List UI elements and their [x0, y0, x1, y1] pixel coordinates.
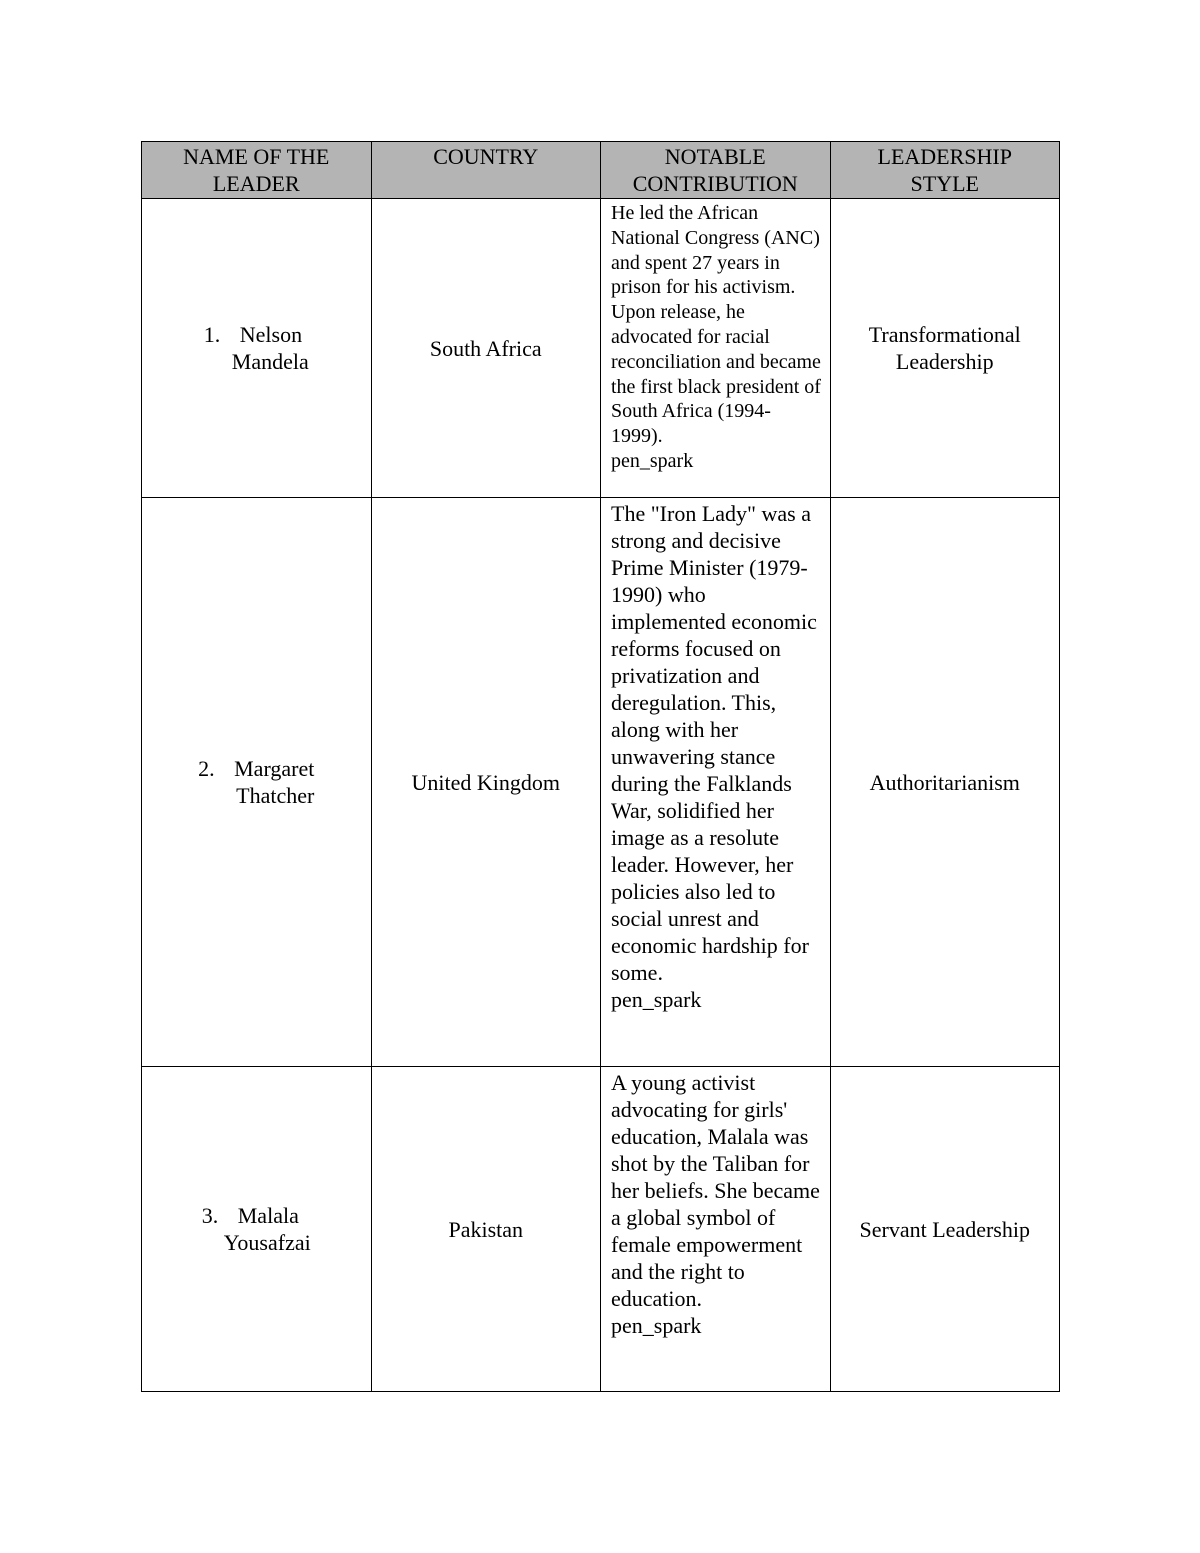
leader-last-name: Yousafzai — [223, 1230, 311, 1255]
leader-name — [204, 321, 309, 375]
header-text: STYLE — [910, 171, 979, 196]
header-notable-contribution — [601, 142, 831, 199]
contribution-text: The "Iron Lady" was a strong and decisive Prime Minister (1979-1990) who implemented economic reforms focused on privatization and deregulation. This, along with her unwavering stance during the Falklands War, solidified her image as a resolute leader. However, her policies also led to social unrest and economic hardship for some. — [611, 501, 817, 985]
table-row — [142, 199, 1060, 498]
leadership-style-cell — [830, 498, 1060, 1067]
header-name-of-leader — [142, 142, 372, 199]
leader-name — [202, 1202, 311, 1256]
contribution-cell — [601, 498, 831, 1067]
header-leadership-style — [830, 142, 1060, 199]
style-text: Transformational — [868, 322, 1021, 347]
leader-last-name: Thatcher — [236, 783, 315, 808]
leader-name-cell — [142, 498, 372, 1067]
style-text: Authoritarianism — [869, 769, 1020, 795]
leadership-style-cell — [830, 1067, 1060, 1392]
style-text: Servant Leadership — [859, 1216, 1030, 1242]
table-row — [142, 498, 1060, 1067]
country-text: South Africa — [429, 335, 542, 361]
contribution-text: A young activist advocating for girls' education, Malala was shot by the Taliban for her beliefs. She became a global symbol of female empowerment and the right to education. — [611, 1070, 820, 1311]
leader-last-name: Mandela — [231, 349, 309, 374]
leadership-style-cell — [830, 199, 1060, 498]
leaders-table — [141, 141, 1060, 1392]
leader-first-name: Nelson — [239, 322, 303, 347]
leader-name-cell — [142, 199, 372, 498]
header-text: NAME OF THE — [183, 144, 330, 169]
contribution-suffix: pen_spark — [611, 987, 702, 1012]
table-row — [142, 1067, 1060, 1392]
contribution-suffix: pen_spark — [611, 1313, 702, 1338]
contribution-text: He led the African National Congress (ANC) and spent 27 years in prison for his activism. Upon release, he advocated for racial reconciliation and became the first black president of South Africa (1994-1999). — [611, 202, 821, 448]
header-country — [371, 142, 601, 199]
country-cell — [371, 498, 601, 1067]
header-row — [142, 142, 1060, 199]
list-number: 1. — [203, 322, 221, 347]
contribution-suffix: pen_spark — [611, 449, 694, 472]
header-text: LEADERSHIP — [877, 144, 1012, 169]
list-number: 2. — [198, 756, 215, 781]
style-text: Leadership — [895, 349, 994, 374]
header-text: NOTABLE — [664, 144, 766, 169]
contribution-cell — [601, 199, 831, 498]
contribution-cell — [601, 1067, 831, 1392]
country-text: Pakistan — [448, 1216, 524, 1242]
leader-name-cell — [142, 1067, 372, 1392]
header-text: CONTRIBUTION — [632, 171, 798, 196]
country-cell — [371, 1067, 601, 1392]
leader-first-name: Malala — [237, 1203, 299, 1228]
leader-name — [198, 755, 314, 809]
header-text: LEADER — [212, 171, 300, 196]
country-text: United Kingdom — [411, 769, 560, 795]
header-text: COUNTRY — [433, 144, 539, 169]
list-number: 3. — [201, 1203, 219, 1228]
country-cell — [371, 199, 601, 498]
leader-first-name: Margaret — [234, 756, 315, 781]
